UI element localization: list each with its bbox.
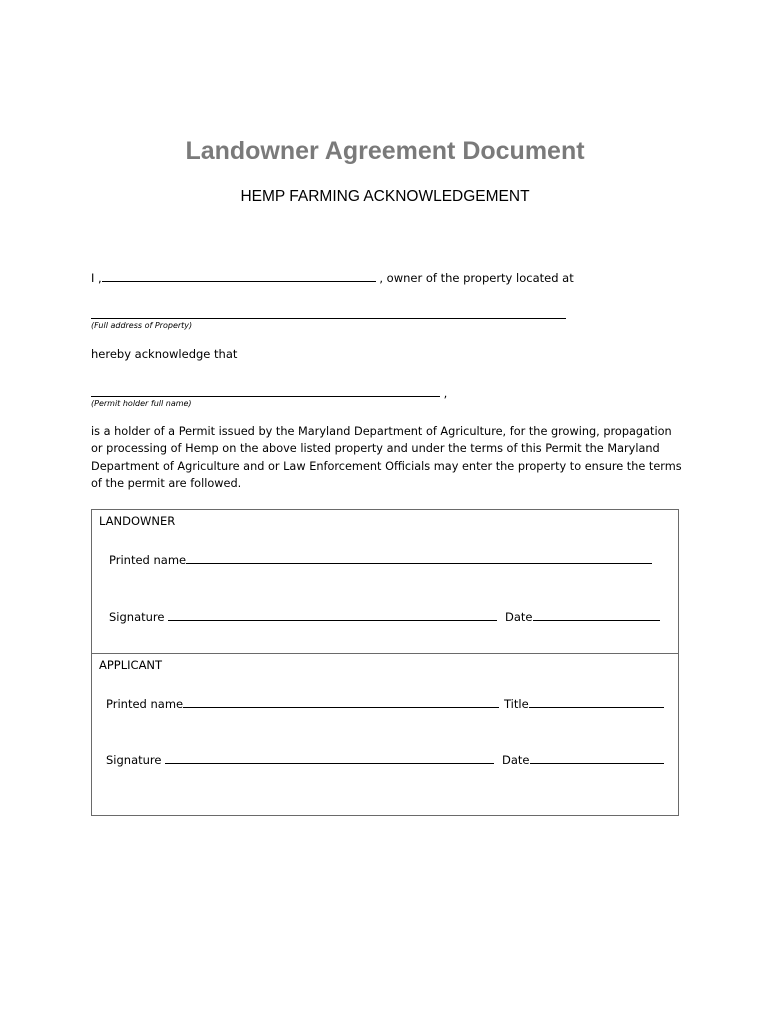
paragraph-line: or processing of Hemp on the above listed property and under the terms of this Permit the Maryland <box>91 442 660 456</box>
applicant-date-field <box>502 751 664 767</box>
owner-name-blank[interactable] <box>102 269 376 282</box>
landowner-date-label: Date <box>505 610 533 624</box>
owner-line <box>91 269 574 285</box>
section-divider <box>92 653 678 654</box>
property-address-blank[interactable] <box>91 306 566 319</box>
paragraph-line: Department of Agriculture and or Law Enforcement Officials may enter the property to ensure the terms <box>91 459 682 473</box>
applicant-title-field <box>504 695 664 711</box>
landowner-date-input[interactable] <box>533 608 660 621</box>
landowner-heading: LANDOWNER <box>99 514 176 528</box>
document-subtitle: HEMP FARMING ACKNOWLEDGEMENT <box>240 188 530 205</box>
document-title: Landowner Agreement Document <box>185 137 585 165</box>
applicant-signature-label: Signature <box>106 753 162 767</box>
permit-holder-line <box>91 384 447 400</box>
landowner-signature-field <box>109 608 497 624</box>
permit-paragraph <box>91 423 691 493</box>
landowner-printed-name-input[interactable] <box>186 551 652 564</box>
acknowledge-text: hereby acknowledge that <box>91 347 238 361</box>
landowner-signature-input[interactable] <box>168 608 497 621</box>
permit-holder-blank[interactable] <box>91 384 440 397</box>
applicant-printed-name-field <box>106 695 499 711</box>
applicant-date-label: Date <box>502 753 530 767</box>
landowner-printed-name-label: Printed name <box>109 553 187 567</box>
applicant-date-input[interactable] <box>530 751 664 764</box>
applicant-title-label: Title <box>504 697 529 711</box>
landowner-printed-name-field <box>109 551 652 567</box>
owner-line-prefix: I , <box>91 271 102 285</box>
address-caption: (Full address of Property) <box>91 321 193 330</box>
address-line <box>91 306 566 322</box>
paragraph-line: is a holder of a Permit issued by the Maryland Department of Agriculture, for the growing, propagation <box>91 425 672 438</box>
landowner-signature-label: Signature <box>109 610 165 624</box>
landowner-date-field <box>505 608 660 624</box>
applicant-signature-field <box>106 751 494 767</box>
applicant-printed-name-input[interactable] <box>183 695 499 708</box>
permit-holder-suffix: , <box>443 386 448 400</box>
signature-box <box>91 509 679 816</box>
applicant-title-input[interactable] <box>529 695 664 708</box>
applicant-signature-input[interactable] <box>165 751 494 764</box>
owner-line-suffix: , owner of the property located at <box>379 271 574 285</box>
permit-holder-caption: (Permit holder full name) <box>91 399 192 408</box>
applicant-printed-name-label: Printed name <box>106 697 184 711</box>
applicant-heading: APPLICANT <box>99 658 163 672</box>
paragraph-line: of the permit are followed. <box>91 477 242 491</box>
